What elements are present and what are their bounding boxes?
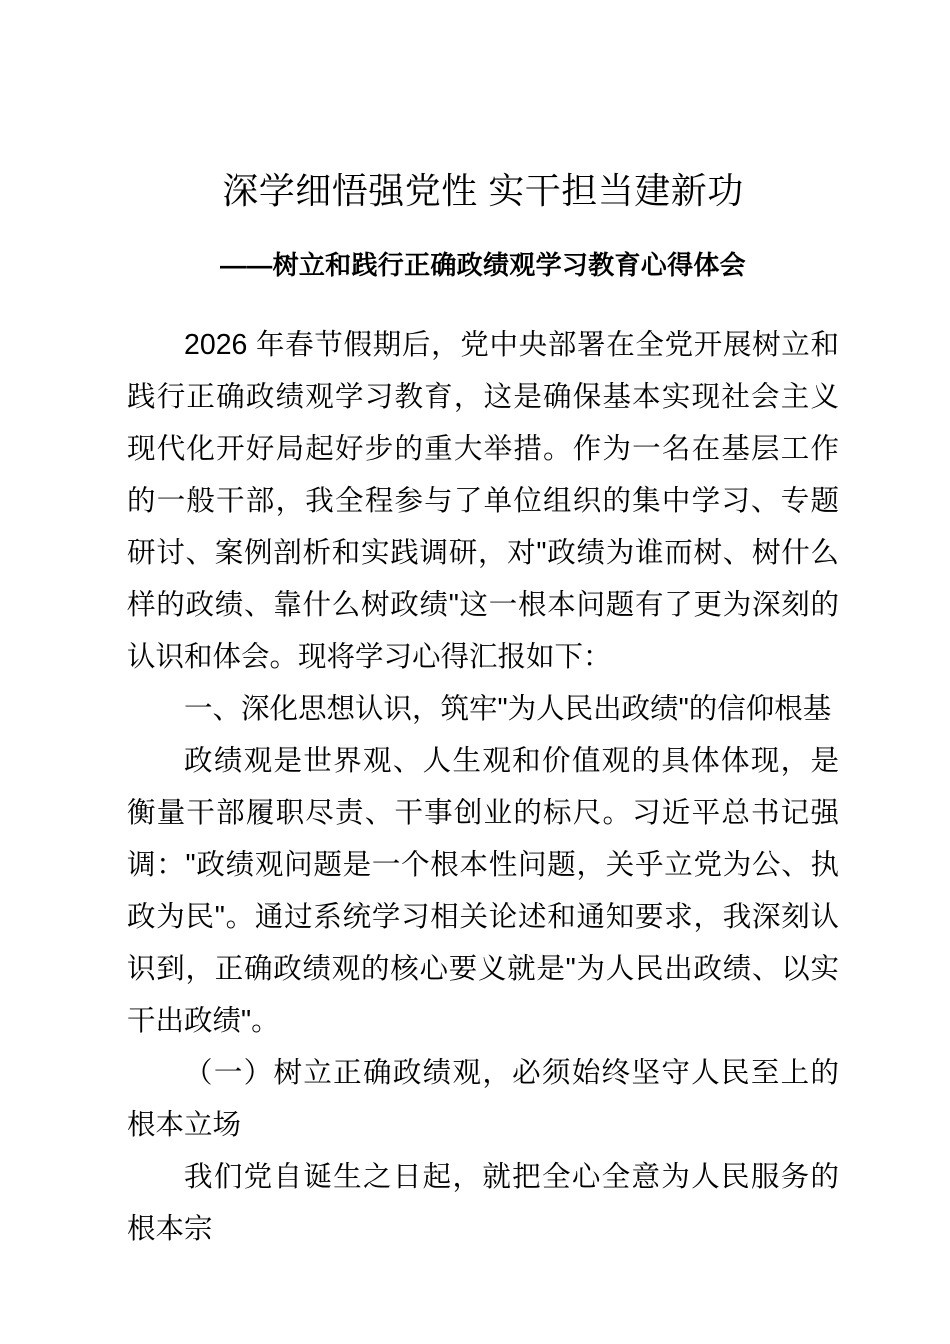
section-one-paragraph: 政绩观是世界观、人生观和价值观的具体体现，是衡量干部履职尽责、干事创业的标尺。习近平总书记强调："政绩观问题是一个根本性问题，关乎立党为公、执政为民"。通过系统学习相关论述和通知要求，我深刻认识到，正确政绩观的核心要义就是"为人民出政绩、以实干出政绩"。 xyxy=(127,744,839,1037)
section-heading-one: 一、深化思想认识，筑牢"为人民出政绩"的信仰根基 xyxy=(184,692,832,725)
subsection-one-paragraph: 我们党自诞生之日起，就把全心全意为人民服务的根本宗 xyxy=(127,1160,839,1245)
page-title: 深学细悟强党性 实干担当建新功 xyxy=(222,170,744,211)
intro-paragraph: 2026 年春节假期后，党中央部署在全党开展树立和践行正确政绩观学习教育，这是确保基本实现社会主义现代化开好局起好步的重大举措。作为一名在基层工作的一般干部，我全程参与了单位组织的集中学习、专题研讨、案例剖析和实践调研，对"政绩为谁而树、树什么样的政绩、靠什么树政绩"这一根本问题有了更为深刻的认识和体会。现将学习心得汇报如下： xyxy=(127,328,839,673)
subsection-heading-one: （一）树立正确政绩观，必须始终坚守人民至上的根本立场 xyxy=(127,1056,839,1141)
document-body xyxy=(127,0,839,1344)
page-trailing-whitespace xyxy=(127,1255,839,1344)
page-subtitle: ——树立和践行正确政绩观学习教育心得体会 xyxy=(219,250,746,280)
